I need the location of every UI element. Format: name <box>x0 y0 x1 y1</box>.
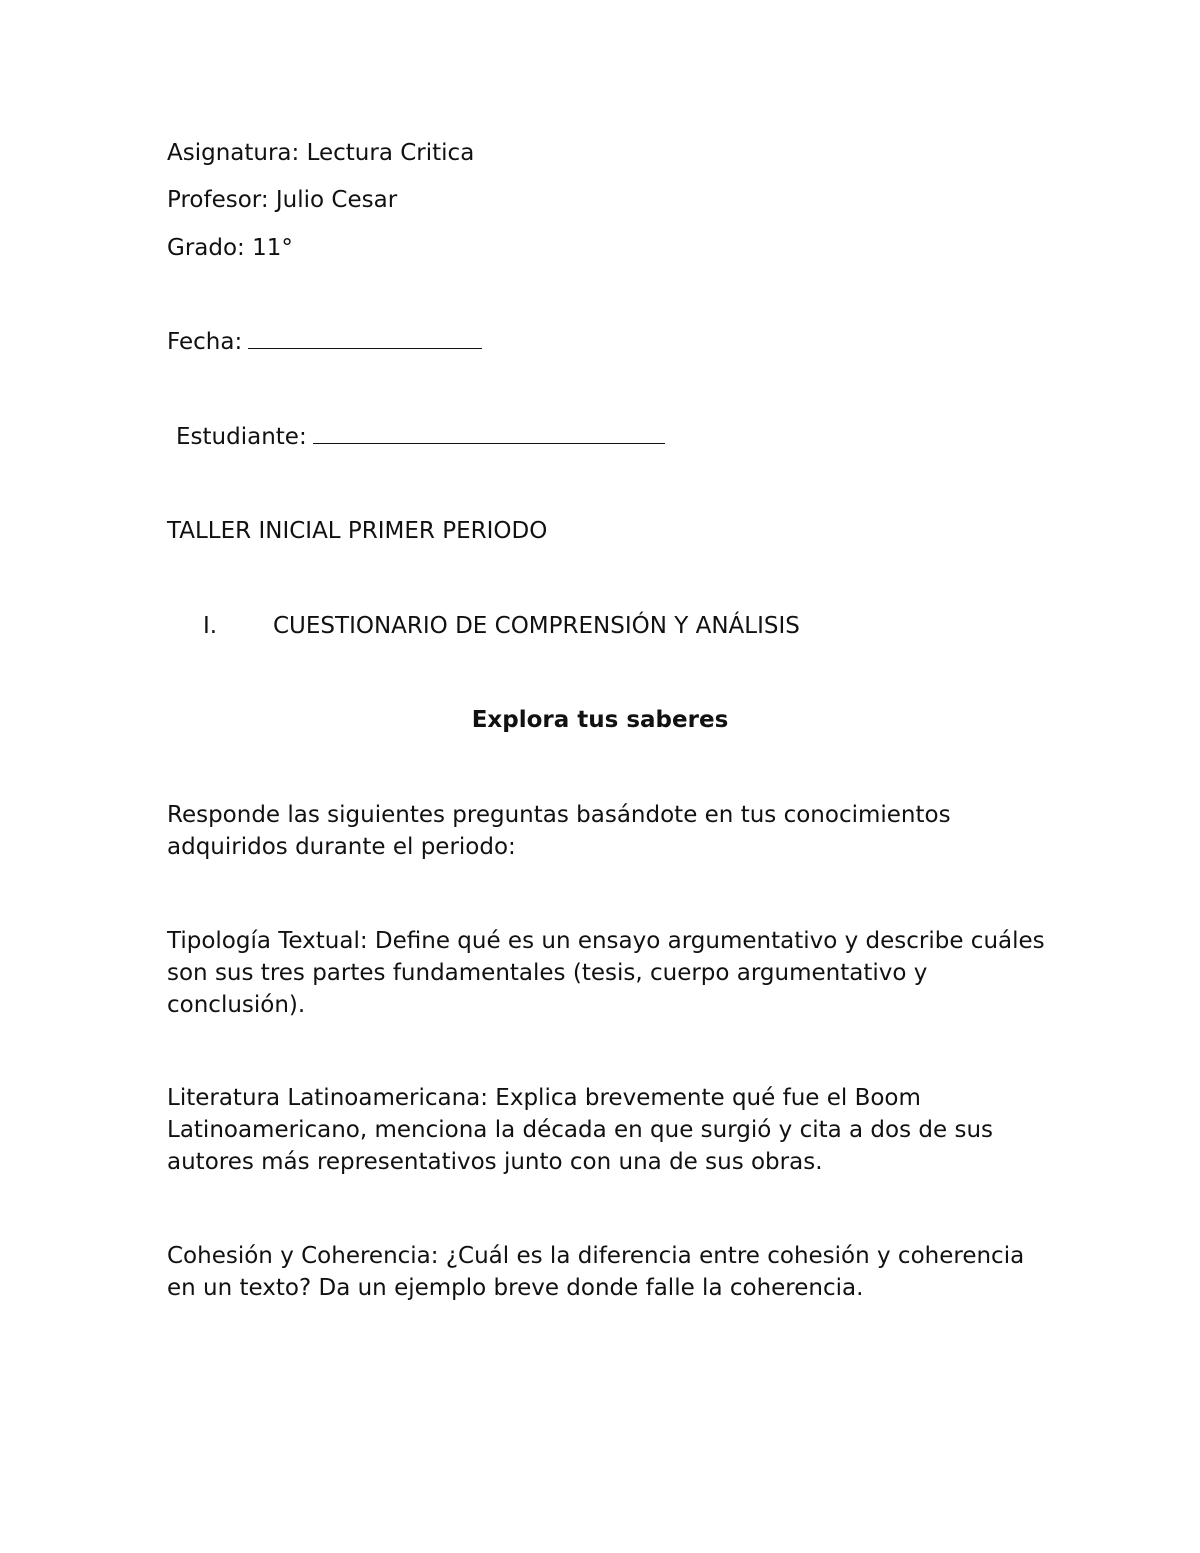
instructions-paragraph: Responde las siguientes preguntas basándote en tus conocimientos adquiridos durante el periodo: <box>167 802 951 860</box>
student-label: Estudiante: <box>176 424 307 450</box>
student-line <box>176 421 665 453</box>
question-2: Literatura Latinoamericana: Explica brevemente qué fue el Boom Latinoamericano, menciona la década en que surgió y cita a dos de sus autores más representativos junto con una de sus obras. <box>167 1085 994 1175</box>
subtitle: Explora tus saberes <box>471 707 729 733</box>
question-1: Tipología Textual: Define qué es un ensayo argumentativo y describe cuáles son sus tres partes fundamentales (tesis, cuerpo argumentativo y conclusión). <box>167 928 1045 1018</box>
subject-line: Asignatura: Lectura Critica <box>167 140 475 166</box>
date-label: Fecha: <box>167 329 243 355</box>
document-title: TALLER INICIAL PRIMER PERIODO <box>167 518 548 544</box>
date-blank <box>248 326 482 349</box>
date-line <box>167 326 482 358</box>
section-heading: CUESTIONARIO DE COMPRENSIÓN Y ANÁLISIS <box>273 613 800 639</box>
grade-line: Grado: 11° <box>167 235 293 261</box>
section-numeral: I. <box>203 613 218 639</box>
question-3: Cohesión y Coherencia: ¿Cuál es la diferencia entre cohesión y coherencia en un texto? Da un ejemplo breve donde falle la coherencia. <box>167 1243 1025 1301</box>
teacher-line: Profesor: Julio Cesar <box>167 187 398 213</box>
student-blank <box>313 421 665 444</box>
